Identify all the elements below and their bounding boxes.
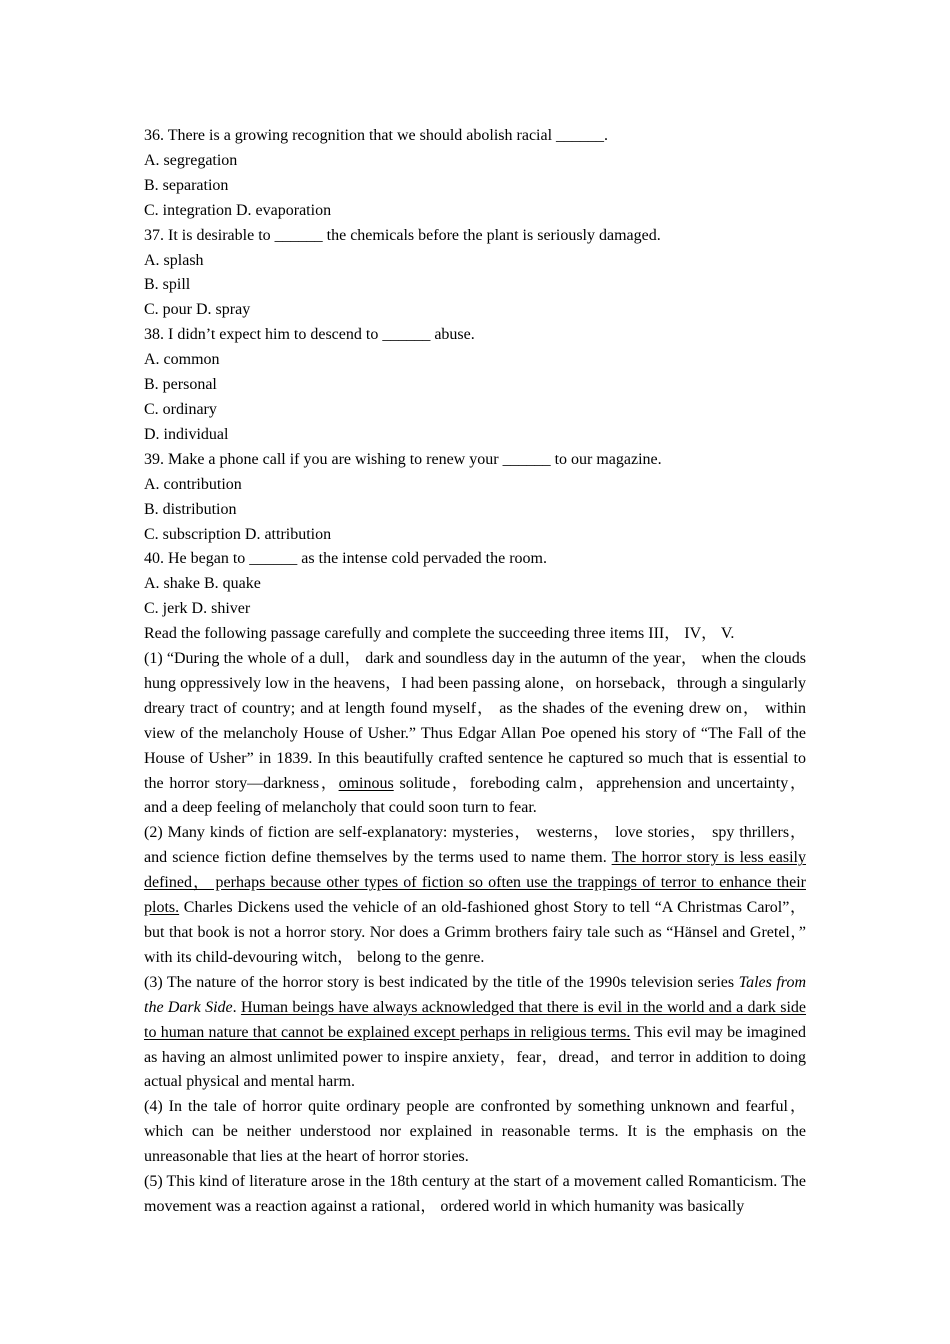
passage-paragraph-5: (5) This kind of literature arose in the 18th century at the start of a movement called Romanticism. The movement was a reaction against a rational， ordered world in which humanity was basically [144,1173,806,1215]
question-37-option-a: A. splash [144,251,204,269]
question-38-option-a: A. common [144,351,220,369]
paragraph-2-text-a: (2) Many kinds of fiction are self-explanatory: mysteries， westerns， love stories， spy thrillers， and science fiction define themselves by the terms used to name them. [144,824,806,867]
question-36-option-a: A. segregation [144,151,238,169]
paragraph-3-text-b: . [232,998,241,1016]
paragraph-3-text-c: This evil may be imagined as having an almost unlimited power to inspire anxiety，fear，dread，and terror in addition to doing actual physical and mental harm. [144,1023,806,1091]
passage-paragraph-3 [144,971,806,1096]
question-38-option-c: C. ordinary [144,400,217,418]
question-39-option-cd: C. subscription D. attribution [144,525,332,543]
question-36-option-cd: C. integration D. evaporation [144,201,332,219]
passage-paragraph-1 [144,647,806,821]
passage-paragraph-4: (4) In the tale of horror quite ordinary people are confronted by something unknown and fearful， which can be neither understood nor explained in reasonable terms. It is the emphasis on the unreasonable that lies at the heart of horror stories. [144,1098,806,1166]
italic-title-tales-from-the-dark-side: Tales from the Dark Side [144,973,806,1016]
document-page [144,124,806,1220]
paragraph-1-text-b: solitude，foreboding calm，apprehension and uncertainty， and a deep feeling of melancholy that could soon turn to fear. [144,774,806,817]
question-39-option-a: A. contribution [144,475,242,493]
question-37-option-b: B. spill [144,276,191,294]
question-40-option-cd: C. jerk D. shiver [144,600,251,618]
question-36-stem: 36. There is a growing recognition that we should abolish racial ______. [144,127,609,144]
question-39-stem: 39. Make a phone call if you are wishing to renew your ______ to our magazine. [144,450,662,468]
passage-instruction: Read the following passage carefully and complete the succeeding three items III， IV， V. [144,625,735,643]
question-37-option-cd: C. pour D. spray [144,301,251,319]
underlined-sentence-human-beings: Human beings have always acknowledged that there is evil in the world and a dark side to human nature that cannot be explained except perhaps in religious terms. [144,998,807,1041]
question-38-option-b: B. personal [144,376,217,394]
question-40-option-ab: A. shake B. quake [144,575,261,593]
paragraph-1-text-a: (1) “During the whole of a dull， dark and soundless day in the autumn of the year， when the clouds hung oppressively low in the heavens，I had been passing alone，on horseback，through a singularly dreary tract of country; and at length found myself， as the shades of the evening drew on， within view of the melancholy House of Usher.” Thus Edgar Allan Poe opened his story of “The Fall of the House of Usher” in 1839. In this beautifully crafted sentence he captured so much that is essential to the horror story—darkness， [144,650,807,792]
question-40-stem: 40. He began to ______ as the intense cold pervaded the room. [144,550,547,568]
paragraph-2-text-b: Charles Dickens used the vehicle of an old-fashioned ghost Story to tell “A Christmas Carol”， but that book is not a horror story. Nor does a Grimm brothers fairy tale such as “Hänsel and Gretel，” with its child-devouring witch， belong to the genre. [144,899,806,966]
paragraph-3-text-a: (3) The nature of the horror story is best indicated by the title of the 1990s television series [144,973,739,991]
passage-paragraph-2 [144,821,806,970]
question-37-stem: 37. It is desirable to ______ the chemicals before the plant is seriously damaged. [144,226,661,244]
question-39-option-b: B. distribution [144,500,237,518]
underlined-word-ominous: ominous [338,774,394,792]
question-38-option-d: D. individual [144,425,229,443]
underlined-sentence-horror-story: The horror story is less easily defined， perhaps because other types of fiction so often use the trappings of terror to enhance their plots. [144,849,807,917]
question-38-stem: 38. I didn’t expect him to descend to ______ abuse. [144,326,475,344]
question-36-option-b: B. separation [144,176,229,194]
